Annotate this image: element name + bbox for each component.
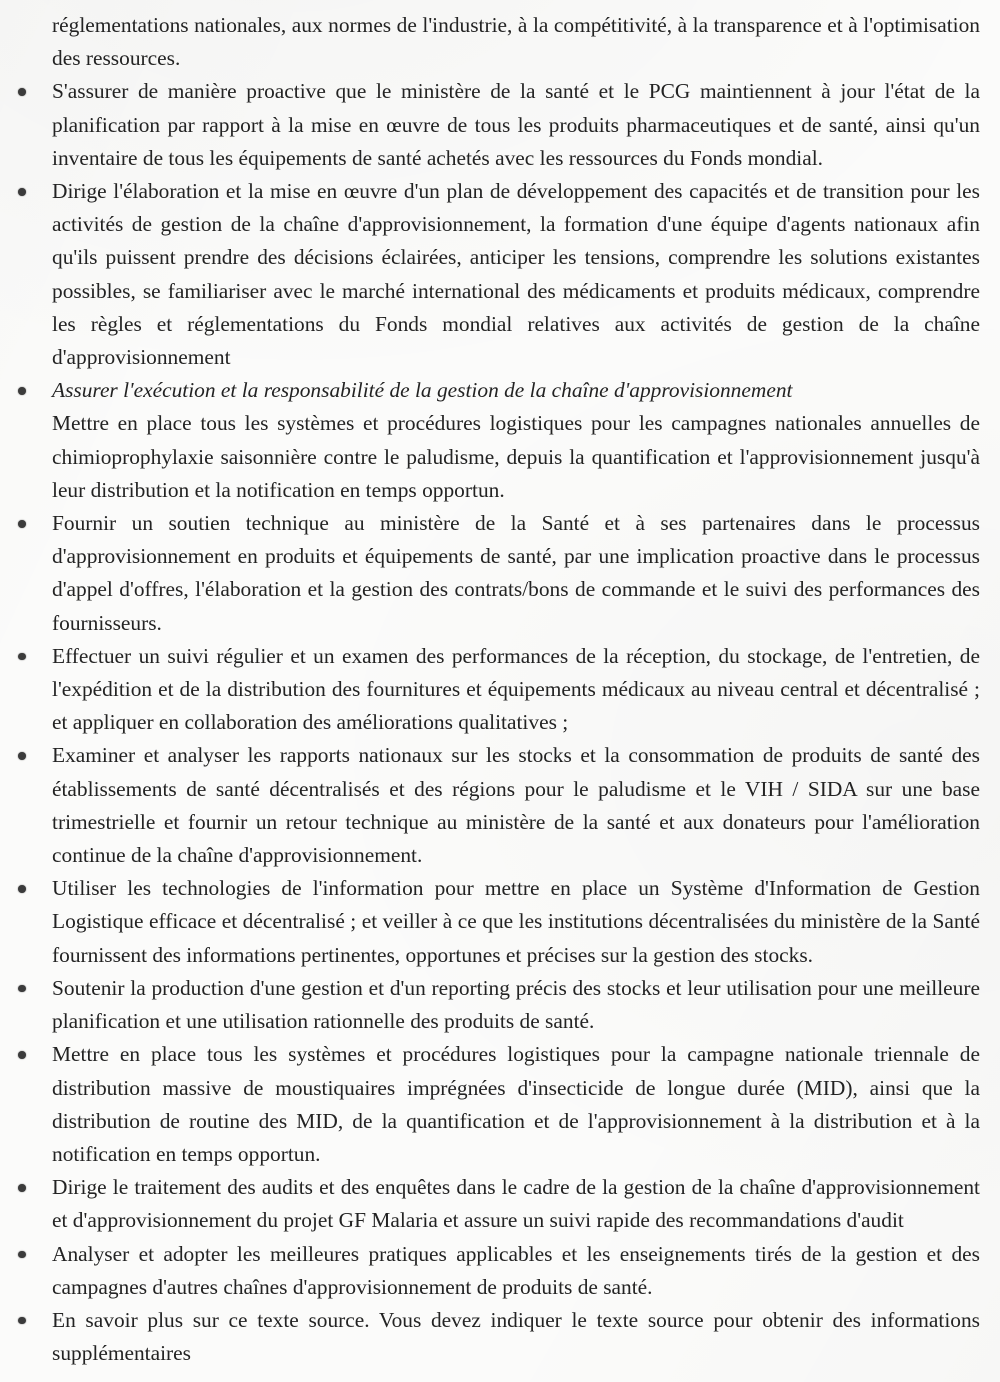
list-item-text: Analyser et adopter les meilleures pratiques applicables et les enseignements tirés de la gestion et des campagnes d'autres chaînes d'approvisionnement de produits de santé.: [52, 1241, 980, 1299]
responsibilities-list: [0, 75, 1000, 1370]
bullet-point-icon: [18, 1251, 26, 1259]
list-item-text: Fournir un soutien technique au ministère de la Santé et à ses partenaires dans le processus d'approvisionnement en produits et équipements de santé, par une implication proactive dans le processus d'appel d'offres, l'élaboration et la gestion des contrats/bons de commande et le suivi des performances des fournisseurs.: [52, 511, 980, 635]
bullet-point-icon: [18, 1184, 26, 1192]
list-item-italic-heading: Assurer l'exécution et la responsabilité de la gestion de la chaîne d'approvisionnement: [52, 378, 793, 403]
list-item-text: Examiner et analyser les rapports nationaux sur les stocks et la consommation de produits de santé des établissements de santé décentralisés et des régions pour le paludisme et le VIH / SIDA sur une base trimestrielle et fournir un retour technique au ministère de la santé et aux donateurs pour l'amélioration continue de la chaîne d'approvisionnement.: [52, 743, 980, 868]
bullet-point-icon: [18, 520, 26, 528]
list-item: [0, 739, 1000, 872]
list-item-text: Mettre en place tous les systèmes et procédures logistiques pour la campagne nationale triennale de distribution massive de moustiquaires imprégnées d'insecticide de longue durée (MID), ainsi que la distribution de routine des MID, de la quantification et de l'approvisionnement à la distribution et à la notification en temps opportun.: [52, 1042, 980, 1166]
list-item-text: Mettre en place tous les systèmes et procédures logistiques pour les campagnes nationales annuelles de chimioprophylaxie saisonnière contre le paludisme, depuis la quantification et l'approvisionnement jusqu'à leur distribution et la notification en temps opportun.: [52, 411, 980, 502]
list-item-text: Dirige l'élaboration et la mise en œuvre d'un plan de développement des capacités et de transition pour les activités de gestion de la chaîne d'approvisionnement, la formation d'une équipe d'agents nationaux afin qu'ils puissent prendre des décisions éclairées, anticiper les tensions, comprendre les solutions existantes possibles, se familiariser avec le marché international des médicaments et produits médicaux, comprendre les règles et réglementations du Fonds mondial relatives aux activités de gestion de la chaîne d'approvisionnement: [52, 179, 980, 370]
list-item: [0, 175, 1000, 374]
list-item: [0, 1038, 1000, 1171]
list-item: [0, 1238, 1000, 1304]
bullet-point-icon: [18, 88, 26, 96]
list-item-text: En savoir plus sur ce texte source. Vous devez indiquer le texte source pour obtenir des informations supplémentaires: [52, 1307, 980, 1366]
list-item-text: Utiliser les technologies de l'information pour mettre en place un Système d'Information de Gestion Logistique efficace et décentralisé ; et veiller à ce que les institutions décentralisées du ministère de la Santé fournissent des informations pertinentes, opportunes et précises sur la gestion des stocks.: [52, 876, 980, 967]
list-item: [0, 1304, 1000, 1370]
bullet-point-icon: [18, 1051, 26, 1059]
bullet-point-icon: [18, 1317, 26, 1325]
list-item: [0, 972, 1000, 1038]
list-item-text: Effectuer un suivi régulier et un examen des performances de la réception, du stockage, de l'entretien, de l'expédition et de la distribution des fournitures et équipements médicaux au niveau central et décentralisé ; et appliquer en collaboration des améliorations qualitatives ;: [52, 643, 980, 735]
list-item: [0, 1171, 1000, 1237]
continuation-paragraph: réglementations nationales, aux normes de l'industrie, à la compétitivité, à la transparence et à l'optimisation des ressources.: [52, 13, 980, 71]
list-item: [0, 640, 1000, 740]
list-item-text: Dirige le traitement des audits et des enquêtes dans le cadre de la gestion de la chaîne d'approvisionnement et d'approvisionnement du projet GF Malaria et assure un suivi rapide des recommandations d'audit: [52, 1175, 980, 1233]
list-item-text: Soutenir la production d'une gestion et d'un reporting précis des stocks et leur utilisation pour une meilleure planification et une utilisation rationnelle des produits de santé.: [52, 975, 980, 1034]
list-item: [0, 507, 1000, 640]
list-item: [0, 374, 1000, 507]
bullet-point-icon: [18, 387, 26, 395]
bullet-point-icon: [18, 188, 26, 196]
bullet-point-icon: [18, 985, 26, 993]
bullet-point-icon: [18, 752, 26, 760]
bullet-point-icon: [18, 885, 26, 893]
bullet-point-icon: [18, 653, 26, 661]
list-item: [0, 872, 1000, 972]
list-item: [0, 75, 1000, 175]
list-item-text: S'assurer de manière proactive que le ministère de la santé et le PCG maintiennent à jour l'état de la planification par rapport à la mise en œuvre de tous les produits pharmaceutiques et de santé, ainsi qu'un inventaire de tous les équipements de santé achetés avec les ressources du Fonds mondial.: [52, 79, 980, 170]
